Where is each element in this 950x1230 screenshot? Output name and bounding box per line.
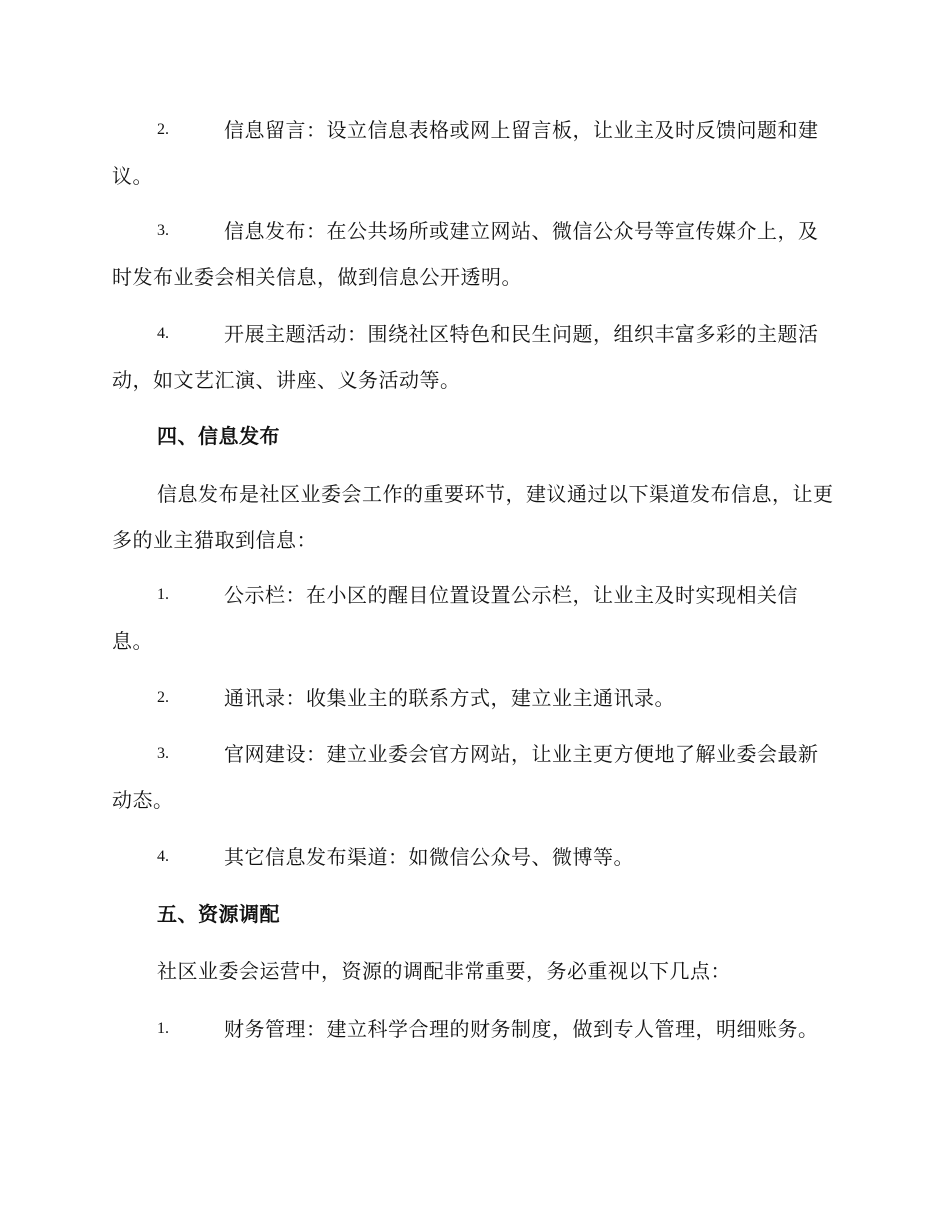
list-item [112, 107, 837, 199]
list-item [112, 208, 837, 300]
section-heading: 四、信息发布 [157, 424, 280, 448]
list-item [112, 572, 837, 664]
list-item-number: 3. [157, 745, 169, 762]
section-heading: 五、资源调配 [157, 902, 280, 926]
list-item [112, 675, 837, 721]
list-item-text: 官网建设：建立业委会官方网站，让业主更方便地了解业委会最新动态。 [112, 742, 819, 812]
body-paragraph: 信息发布是社区业委会工作的重要环节，建议通过以下渠道发布信息，让更多的业主猎取到信息： [112, 482, 834, 552]
list-item-text: 通讯录：收集业主的联系方式，建立业主通讯录。 [224, 686, 675, 710]
list-item-text: 公示栏：在小区的醒目位置设置公示栏，让业主及时实现相关信息。 [112, 583, 798, 653]
list-item [112, 731, 837, 823]
list-item-number: 2. [157, 689, 169, 706]
list-item-text: 信息发布：在公共场所或建立网站、微信公众号等宣传媒介上，及时发布业委会相关信息，做到信息公开透明。 [112, 219, 819, 289]
list-item-text: 信息留言：设立信息表格或网上留言板，让业主及时反馈问题和建议。 [112, 118, 819, 188]
list-item [112, 834, 837, 880]
list-item-number: 4. [157, 325, 169, 342]
list-item-number: 1. [157, 586, 169, 603]
list-item-number: 1. [157, 1020, 169, 1037]
list-item-text: 开展主题活动：围绕社区特色和民生问题，组织丰富多彩的主题活动，如文艺汇演、讲座、义务活动等。 [112, 322, 819, 392]
list-item-text: 财务管理：建立科学合理的财务制度，做到专人管理，明细账务。 [224, 1017, 819, 1041]
body-paragraph: 社区业委会运营中，资源的调配非常重要，务必重视以下几点： [157, 959, 731, 983]
list-item-number: 3. [157, 222, 169, 239]
list-item [112, 1006, 837, 1052]
list-item-number: 2. [157, 121, 169, 138]
list-item-text: 其它信息发布渠道：如微信公众号、微博等。 [224, 845, 634, 869]
list-item-number: 4. [157, 848, 169, 865]
list-item [112, 311, 837, 403]
